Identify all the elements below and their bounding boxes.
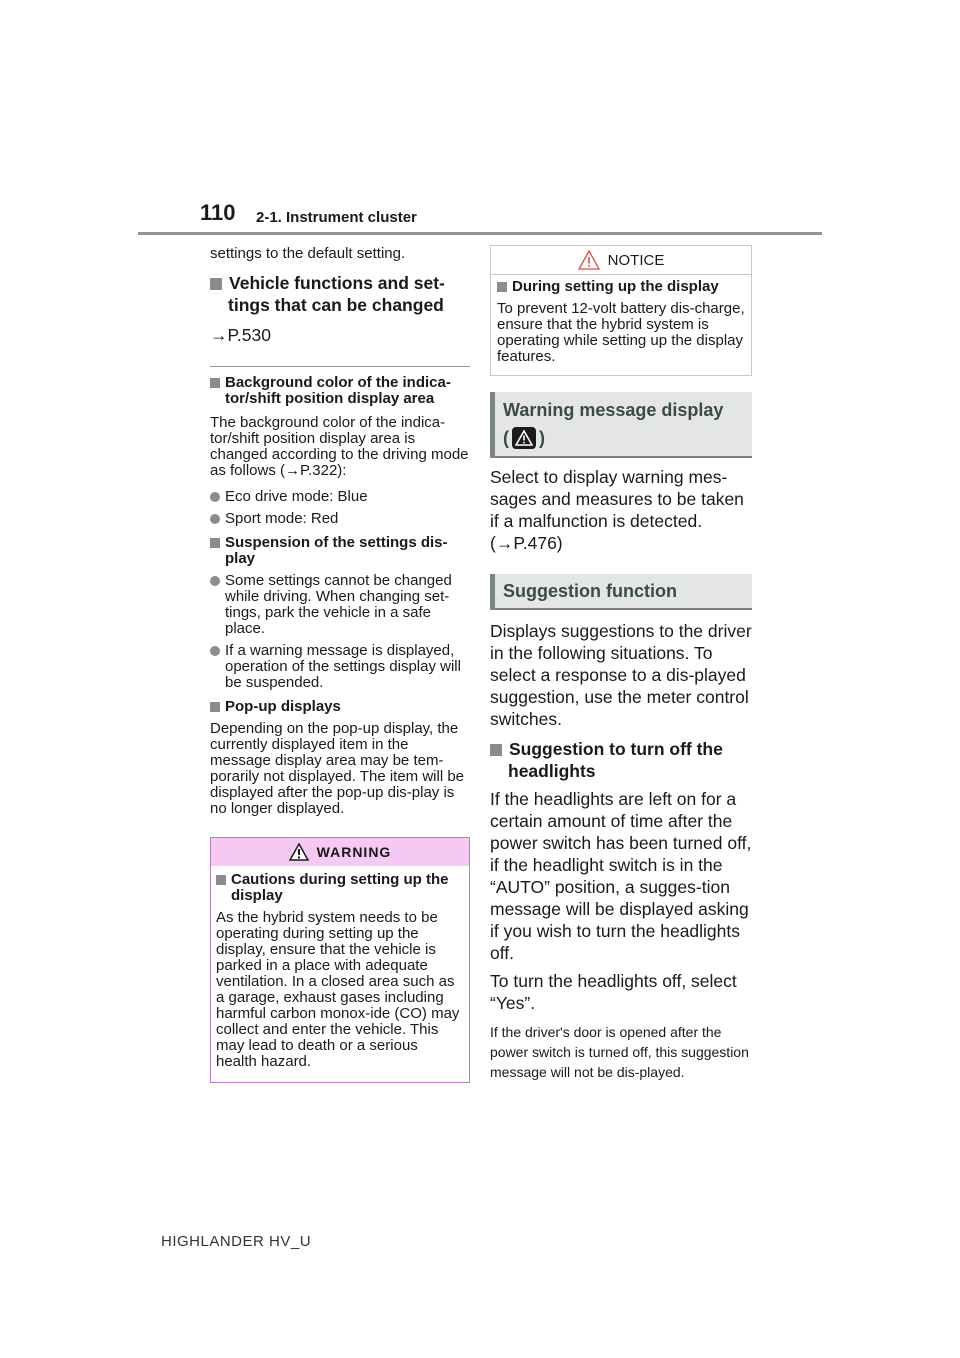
heading-popup: Pop-up displays [210,699,470,715]
round-bullet-icon [210,492,220,502]
turn-off-text-1: If the headlights are left on for a certain amount of time after the power switch has been turned off, if the headlight switch is in the “AUTO” position, a sugges-tion message will be displayed asking if you wish to turn the headlights off. [490,789,752,963]
square-bullet-icon [497,282,507,292]
heading-during-setup: During setting up the display [497,279,745,295]
square-bullet-icon [210,702,220,712]
right-column [490,245,752,1082]
background-color-text: The background color of the indica-tor/shift position display area is changed according to the driving mode as follows (→P.322): [210,414,469,479]
warning-display-text: Select to display warning mes-sages and measures to be taken if a malfunction is detected. (→P.476) [490,467,744,553]
section-heading-suggestion: Suggestion function [490,574,752,610]
section-title: 2-1. Instrument cluster [256,209,417,226]
warning-box [210,837,470,1083]
during-setup-text: To prevent 12-volt battery dis-charge, ensure that the hybrid system is operating while setting up the display features. [497,300,745,365]
list-item: Some settings cannot be changed while driving. When changing set-tings, park the vehicle in a safe place. [210,573,470,637]
heading-cautions: Cautions during setting up the display [216,872,461,904]
suggestion-text: Displays suggestions to the driver in the following situations. To select a response to a dis-played suggestion, use the meter control switches. [490,621,752,729]
link-p530[interactable]: →P.530 [210,325,271,345]
notice-box [490,245,752,376]
footer-model: HIGHLANDER HV_U [161,1233,312,1250]
round-bullet-icon [210,646,220,656]
header-rule [138,232,822,235]
square-bullet-icon [490,744,502,756]
round-bullet-icon [210,576,220,586]
list-item: Eco drive mode: Blue [210,489,470,505]
intro-text: settings to the default setting. [210,245,406,262]
round-bullet-icon [210,514,220,524]
section-heading-warning-display: Warning message display ( ) [490,392,752,458]
warning-triangle-icon [289,843,309,861]
square-bullet-icon [210,378,220,388]
popup-text: Depending on the pop-up display, the currently displayed item in the message display area may be tem-porarily not displayed. The item will be displayed after the pop-up dis-play is no longer displayed. [210,720,465,817]
square-bullet-icon [210,278,222,290]
master-warning-icon [511,426,537,450]
heading-background-color: Background color of the indica-tor/shift position display area [210,375,470,407]
turn-off-text-2: To turn the headlights off, select “Yes”. [490,971,737,1013]
left-column [210,240,470,1083]
page-number: 110 [200,200,236,225]
heading-vehicle-functions: Vehicle functions and set-tings that can be changed [210,272,470,316]
notice-header: NOTICE [491,246,751,275]
heading-turn-off-headlights: Suggestion to turn off the headlights [490,738,752,782]
divider [210,366,470,367]
notice-triangle-icon [578,250,600,270]
turn-off-note: If the driver's door is opened after the power switch is turned off, this suggestion message will not be dis-played. [490,1024,749,1080]
cautions-text: As the hybrid system needs to be operating during setting up the display, ensure that the vehicle is parked in a place with adequate ventilation. In a closed area such as a garage, exhaust gases including harmful carbon monox-ide (CO) may collect and enter the vehicle. This may lead to death or a serious health hazard. [216,909,460,1070]
heading-suspension: Suspension of the settings dis-play [210,535,470,567]
list-item: If a warning message is displayed, operation of the settings display will be suspended. [210,643,470,691]
warning-header: WARNING [211,838,469,866]
square-bullet-icon [216,875,226,885]
list-item: Sport mode: Red [210,511,470,527]
square-bullet-icon [210,538,220,548]
